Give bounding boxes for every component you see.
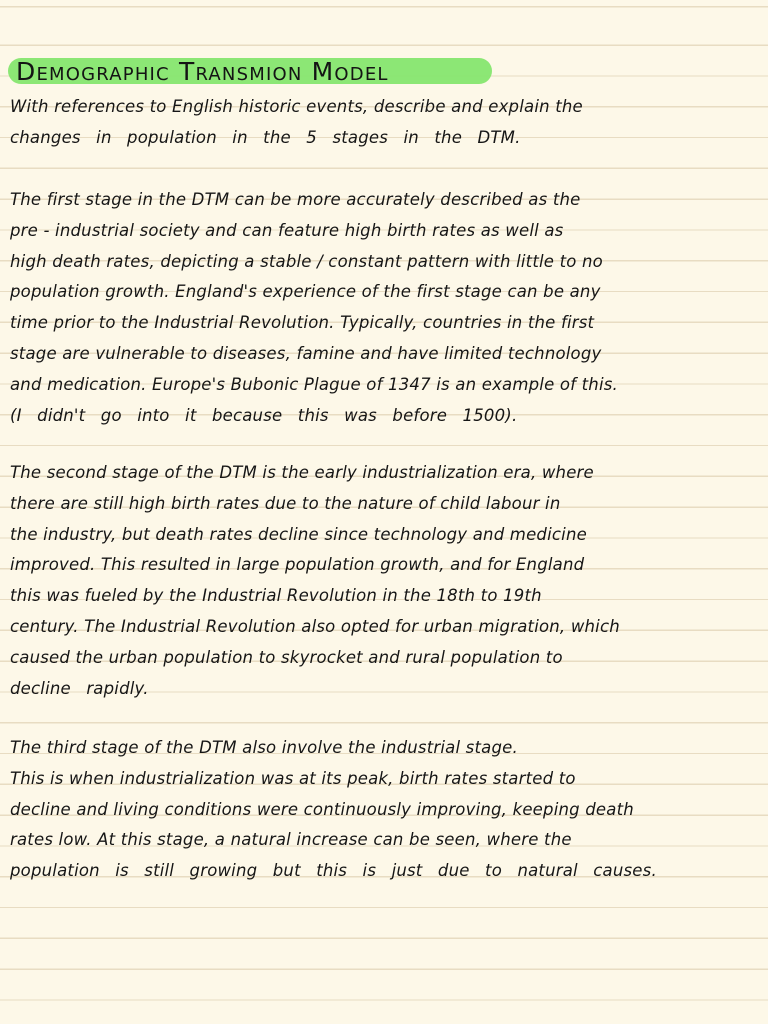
text-line: improved. This resulted in large population growth, and for England [10, 555, 585, 575]
text-line: The first stage in the DTM can be more accurately described as the [10, 190, 581, 209]
text-line: there are still high birth rates due to the nature of child labour in [10, 493, 561, 513]
text-line: population is still growing but this is just due to natural causes. [10, 861, 657, 881]
text-line: pre - industrial society and can feature high birth rates as well as [10, 220, 564, 240]
paragraph-stage-3 [10, 733, 760, 887]
text-line: high death rates, depicting a stable / constant pattern with little to no [10, 251, 603, 271]
question-line: With references to English historic events, describe and explain the [10, 97, 583, 116]
paragraph-stage-2 [10, 458, 760, 704]
text-line: rates low. At this stage, a natural increase can be seen, where the [10, 830, 572, 850]
text-line: decline rapidly. [10, 678, 149, 698]
text-line: century. The Industrial Revolution also opted for urban migration, which [10, 616, 620, 636]
question-block [10, 92, 760, 154]
text-line: This is when industrialization was at its peak, birth rates started to [10, 768, 576, 788]
text-line: caused the urban population to skyrocket and rural population to [10, 647, 563, 667]
text-line: The third stage of the DTM also involve the industrial stage. [10, 738, 518, 757]
title-area [6, 50, 389, 92]
question-line: changes in population in the 5 stages in the DTM. [10, 127, 521, 147]
text-line: stage are vulnerable to diseases, famine and have limited technology [10, 343, 602, 363]
page-title: Demographic Transmion Model [16, 56, 389, 86]
text-line: (I didn't go into it because this was before 1500). [10, 405, 518, 425]
text-line: population growth. England's experience of the first stage can be any [10, 282, 601, 302]
text-line: and medication. Europe's Bubonic Plague of 1347 is an example of this. [10, 374, 618, 394]
paragraph-stage-1 [10, 185, 760, 431]
text-line: this was fueled by the Industrial Revolution in the 18th to 19th [10, 586, 542, 606]
text-line: the industry, but death rates decline since technology and medicine [10, 524, 587, 544]
text-line: time prior to the Industrial Revolution. Typically, countries in the first [10, 313, 595, 333]
text-line: decline and living conditions were continuously improving, keeping death [10, 799, 634, 819]
text-line: The second stage of the DTM is the early industrialization era, where [10, 463, 594, 482]
